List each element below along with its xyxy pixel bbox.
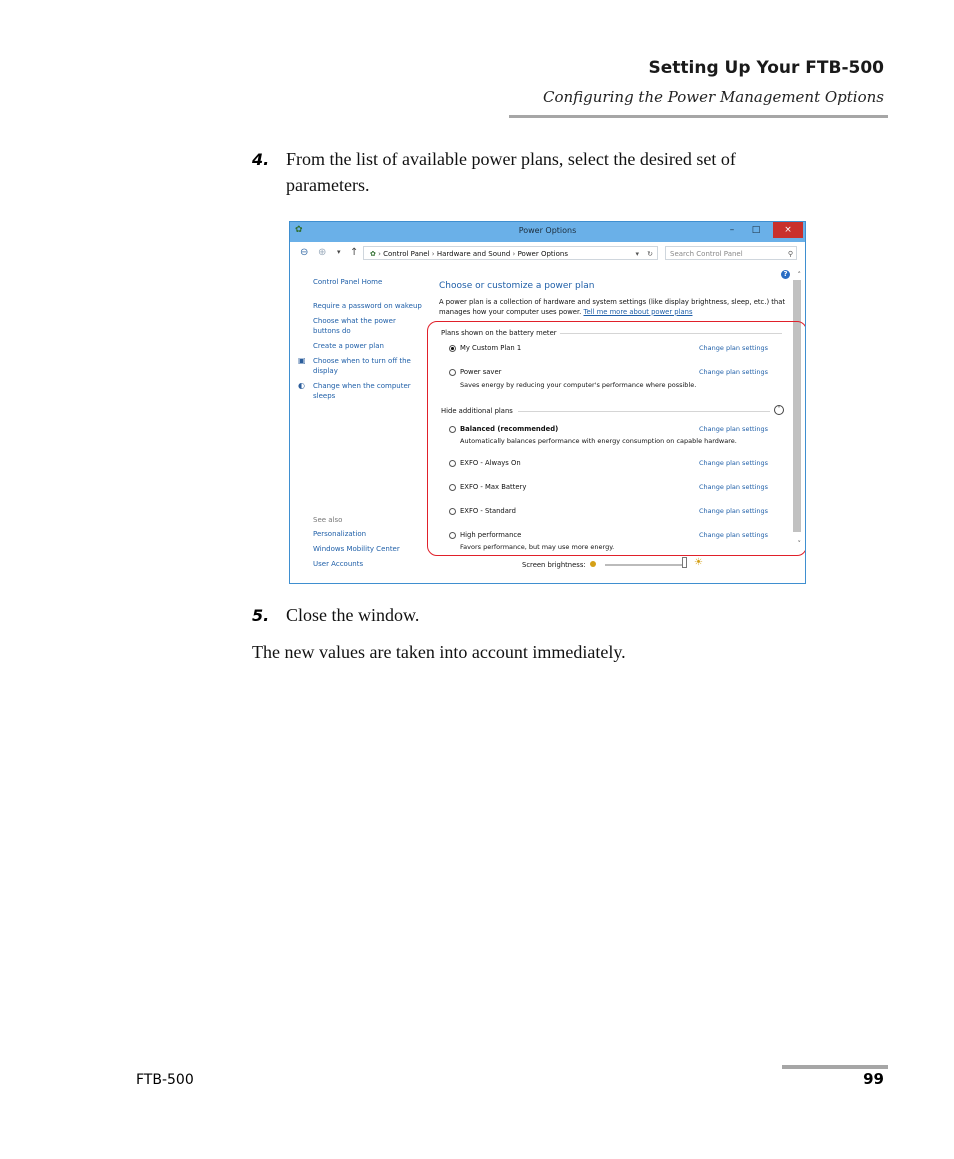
window-titlebar	[290, 222, 805, 242]
page-number: 99	[863, 1070, 884, 1088]
closing-text: The new values are taken into account immediately.	[252, 642, 626, 662]
change-plan-settings-link[interactable]: Change plan settings	[699, 459, 768, 467]
step-4-text-line1: From the list of available power plans, select the desired set of	[286, 149, 736, 169]
change-plan-settings-link[interactable]: Change plan settings	[699, 425, 768, 433]
breadcrumb-hardware-sound[interactable]: Hardware and Sound	[436, 250, 511, 258]
change-plan-settings-link[interactable]: Change plan settings	[699, 368, 768, 376]
main-heading: Choose or customize a power plan	[439, 281, 595, 291]
plan-name-power-saver[interactable]: Power saver	[460, 368, 502, 376]
change-plan-settings-link[interactable]: Change plan settings	[699, 483, 768, 491]
recent-dropdown-icon[interactable]: ▾	[337, 248, 341, 256]
step-5-number: 5.	[252, 606, 270, 625]
header-subtitle: Configuring the Power Management Options	[543, 88, 884, 106]
turn-off-display-link[interactable]: Choose when to turn off the display	[313, 357, 411, 375]
control-panel-home-link[interactable]: Control Panel Home	[313, 278, 383, 286]
create-plan-link[interactable]: Create a power plan	[313, 342, 384, 350]
header-title: Setting Up Your FTB-500	[648, 58, 884, 78]
computer-sleeps-link[interactable]: Change when the computer sleeps	[313, 382, 411, 400]
highlight-annotation	[427, 321, 806, 556]
brightness-low-icon	[590, 561, 596, 567]
change-plan-settings-link[interactable]: Change plan settings	[699, 344, 768, 352]
search-icon[interactable]: ⚲	[787, 250, 793, 258]
maximize-button[interactable]: □	[751, 225, 761, 235]
breadcrumb-control-panel[interactable]: Control Panel	[383, 250, 430, 258]
breadcrumb-power-options[interactable]: Power Options	[517, 250, 568, 258]
brightness-slider-track[interactable]	[605, 564, 687, 566]
step-4-text-line2: parameters.	[286, 175, 370, 195]
learn-more-link[interactable]: Tell me more about power plans	[583, 307, 693, 316]
address-bar-row	[290, 242, 805, 264]
plan-name-balanced[interactable]: Balanced (recommended)	[460, 425, 559, 433]
up-arrow-icon[interactable]: ↑	[350, 247, 359, 258]
footer-product: FTB-500	[136, 1072, 194, 1088]
brightness-high-icon: ☀	[694, 557, 703, 568]
step-5-text: Close the window.	[286, 605, 420, 625]
change-plan-settings-link[interactable]: Change plan settings	[699, 531, 768, 539]
control-panel-icon: ✿	[370, 250, 376, 258]
plan-name-exfo-always-on[interactable]: EXFO - Always On	[460, 459, 521, 467]
plan-name-custom[interactable]: My Custom Plan 1	[460, 344, 522, 352]
plan-desc-balanced: Automatically balances performance with energy consumption on capable hardware.	[460, 437, 737, 445]
plan-name-exfo-max-battery[interactable]: EXFO - Max Battery	[460, 483, 527, 491]
scroll-down-icon[interactable]: ˅	[797, 540, 801, 548]
search-input[interactable]	[665, 246, 797, 260]
refresh-icon[interactable]: ↻	[647, 250, 653, 258]
minimize-button[interactable]: –	[729, 225, 735, 235]
back-arrow-icon[interactable]: ⊖	[300, 247, 309, 258]
plan-desc-high-performance: Favors performance, but may use more energy.	[460, 543, 615, 551]
scroll-up-icon[interactable]: ˄	[797, 271, 801, 279]
brightness-slider-thumb[interactable]	[682, 557, 687, 568]
footer-rule	[782, 1065, 888, 1069]
header-rule	[509, 115, 888, 118]
user-accounts-link[interactable]: User Accounts	[313, 560, 364, 568]
require-password-link[interactable]: Require a password on wakeup	[313, 302, 422, 310]
power-buttons-link[interactable]: Choose what the power buttons do	[313, 317, 396, 335]
brightness-label: Screen brightness:	[522, 561, 586, 569]
battery-section-label: Plans shown on the battery meter	[441, 329, 557, 337]
see-also-label: See also	[313, 516, 343, 524]
hide-plans-label[interactable]: Hide additional plans	[441, 407, 513, 415]
collapse-chevron-icon[interactable]: ˄	[774, 405, 784, 415]
forward-arrow-icon[interactable]: ⊕	[318, 247, 327, 258]
sleep-moon-icon: ◐	[298, 381, 305, 390]
plan-name-high-performance[interactable]: High performance	[460, 531, 522, 539]
address-breadcrumb[interactable]: ✿ › Control Panel › Hardware and Sound › Power Options ▾ ↻	[363, 246, 658, 260]
mobility-center-link[interactable]: Windows Mobility Center	[313, 545, 400, 553]
power-options-app-icon: ✿	[295, 225, 303, 235]
address-dropdown-icon[interactable]: ▾	[635, 250, 639, 258]
left-pane	[290, 265, 428, 584]
main-description	[439, 298, 794, 317]
close-button[interactable]: ×	[773, 222, 803, 238]
description-text: A power plan is a collection of hardware and system settings (like display brightness, sleep, etc.) that manages how your computer uses power.	[439, 298, 786, 316]
window-title: Power Options	[518, 226, 577, 235]
step-4-number: 4.	[252, 150, 270, 169]
change-plan-settings-link[interactable]: Change plan settings	[699, 507, 768, 515]
display-icon: ▣	[298, 356, 306, 365]
search-placeholder: Search Control Panel	[670, 250, 743, 258]
plan-name-exfo-standard[interactable]: EXFO - Standard	[460, 507, 516, 515]
plan-desc-power-saver: Saves energy by reducing your computer's performance where possible.	[460, 381, 697, 389]
power-options-window	[289, 221, 806, 584]
personalization-link[interactable]: Personalization	[313, 530, 367, 538]
help-icon[interactable]: ?	[781, 270, 790, 279]
